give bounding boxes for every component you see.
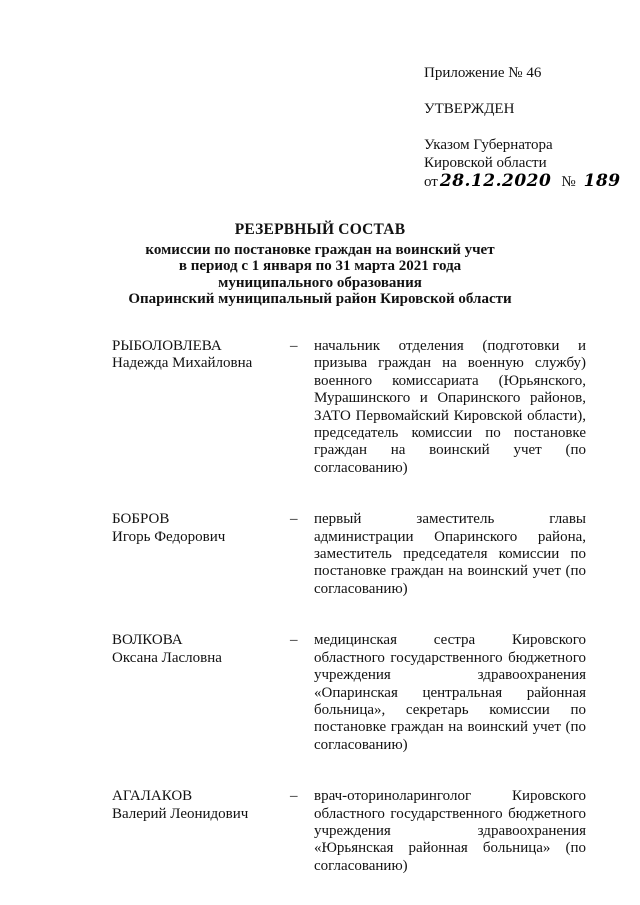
member-role: первый заместитель главы администрации Опаринского района, заместитель председателя комиссии по постановке граждан на воинский учет (по согласованию)	[314, 511, 586, 597]
member-dash: –	[290, 632, 298, 649]
member-surname: РЫБОЛОВЛЕВА	[112, 338, 222, 354]
member-role: медицинская сестра Кировского областного государственного бюджетного учреждения здравоохранения «Опаринская центральная районная больница», секретарь комиссии по постановке граждан на воинский учет (по согласованию)	[314, 632, 586, 753]
member-entry	[112, 788, 588, 875]
decree-line-2: Кировской области	[424, 155, 547, 171]
title-line-1: РЕЗЕРВНЫЙ СОСТАВ	[234, 221, 406, 238]
approved-heading: УТВЕРЖДЕН	[424, 101, 515, 117]
member-role: начальник отделения (подготовки и призыва граждан на военную службу) военного комиссариата (Юрьянского, Мурашинского и Опаринского районов, ЗАТО Первомайский Кировской области), председатель комиссии по постановке граждан на воинский учет (по согласованию)	[314, 338, 586, 476]
member-dash: –	[290, 338, 298, 354]
member-name: Игорь Федорович	[112, 528, 226, 545]
member-entry	[112, 632, 588, 754]
member-person	[112, 788, 290, 875]
member-role: врач-оториноларинголог Кировского областного государственного бюджетного учреждения здравоохранения «Юрьянская районная больница» (по согласованию)	[314, 788, 586, 874]
member-name: Валерий Леонидович	[112, 805, 249, 822]
member-surname: ВОЛКОВА	[112, 632, 183, 649]
member-name: Надежда Михайловна	[112, 355, 253, 372]
decree-line-1: Указом Губернатора	[424, 137, 553, 153]
member-person	[112, 338, 290, 477]
member-surname: АГАЛАКОВ	[112, 788, 193, 805]
member-surname: БОБРОВ	[112, 511, 170, 528]
handwritten-date: 28.12.2020	[439, 171, 552, 191]
handwritten-number: 189	[583, 171, 621, 191]
member-name: Оксана Ласловна	[112, 649, 222, 666]
member-person	[112, 511, 290, 598]
member-dash: –	[290, 788, 298, 805]
appendix-number: Приложение № 46	[424, 65, 542, 81]
document-title	[60, 222, 580, 308]
approval-block	[424, 64, 624, 191]
member-entry	[112, 511, 588, 598]
title-line-5: Опаринский муниципальный район Кировской области	[128, 291, 512, 307]
title-line-4: муниципального образования	[218, 274, 422, 291]
member-entry	[112, 338, 588, 477]
members-list	[112, 338, 588, 875]
title-line-3: в период с 1 января по 31 марта 2021 года	[178, 258, 462, 274]
number-sign: №	[561, 174, 576, 190]
title-line-2: комиссии по постановке граждан на воинский учет	[145, 241, 495, 258]
date-prefix: от	[424, 174, 438, 190]
member-person	[112, 632, 290, 754]
member-dash: –	[290, 511, 298, 528]
decree-date-number	[424, 172, 624, 191]
